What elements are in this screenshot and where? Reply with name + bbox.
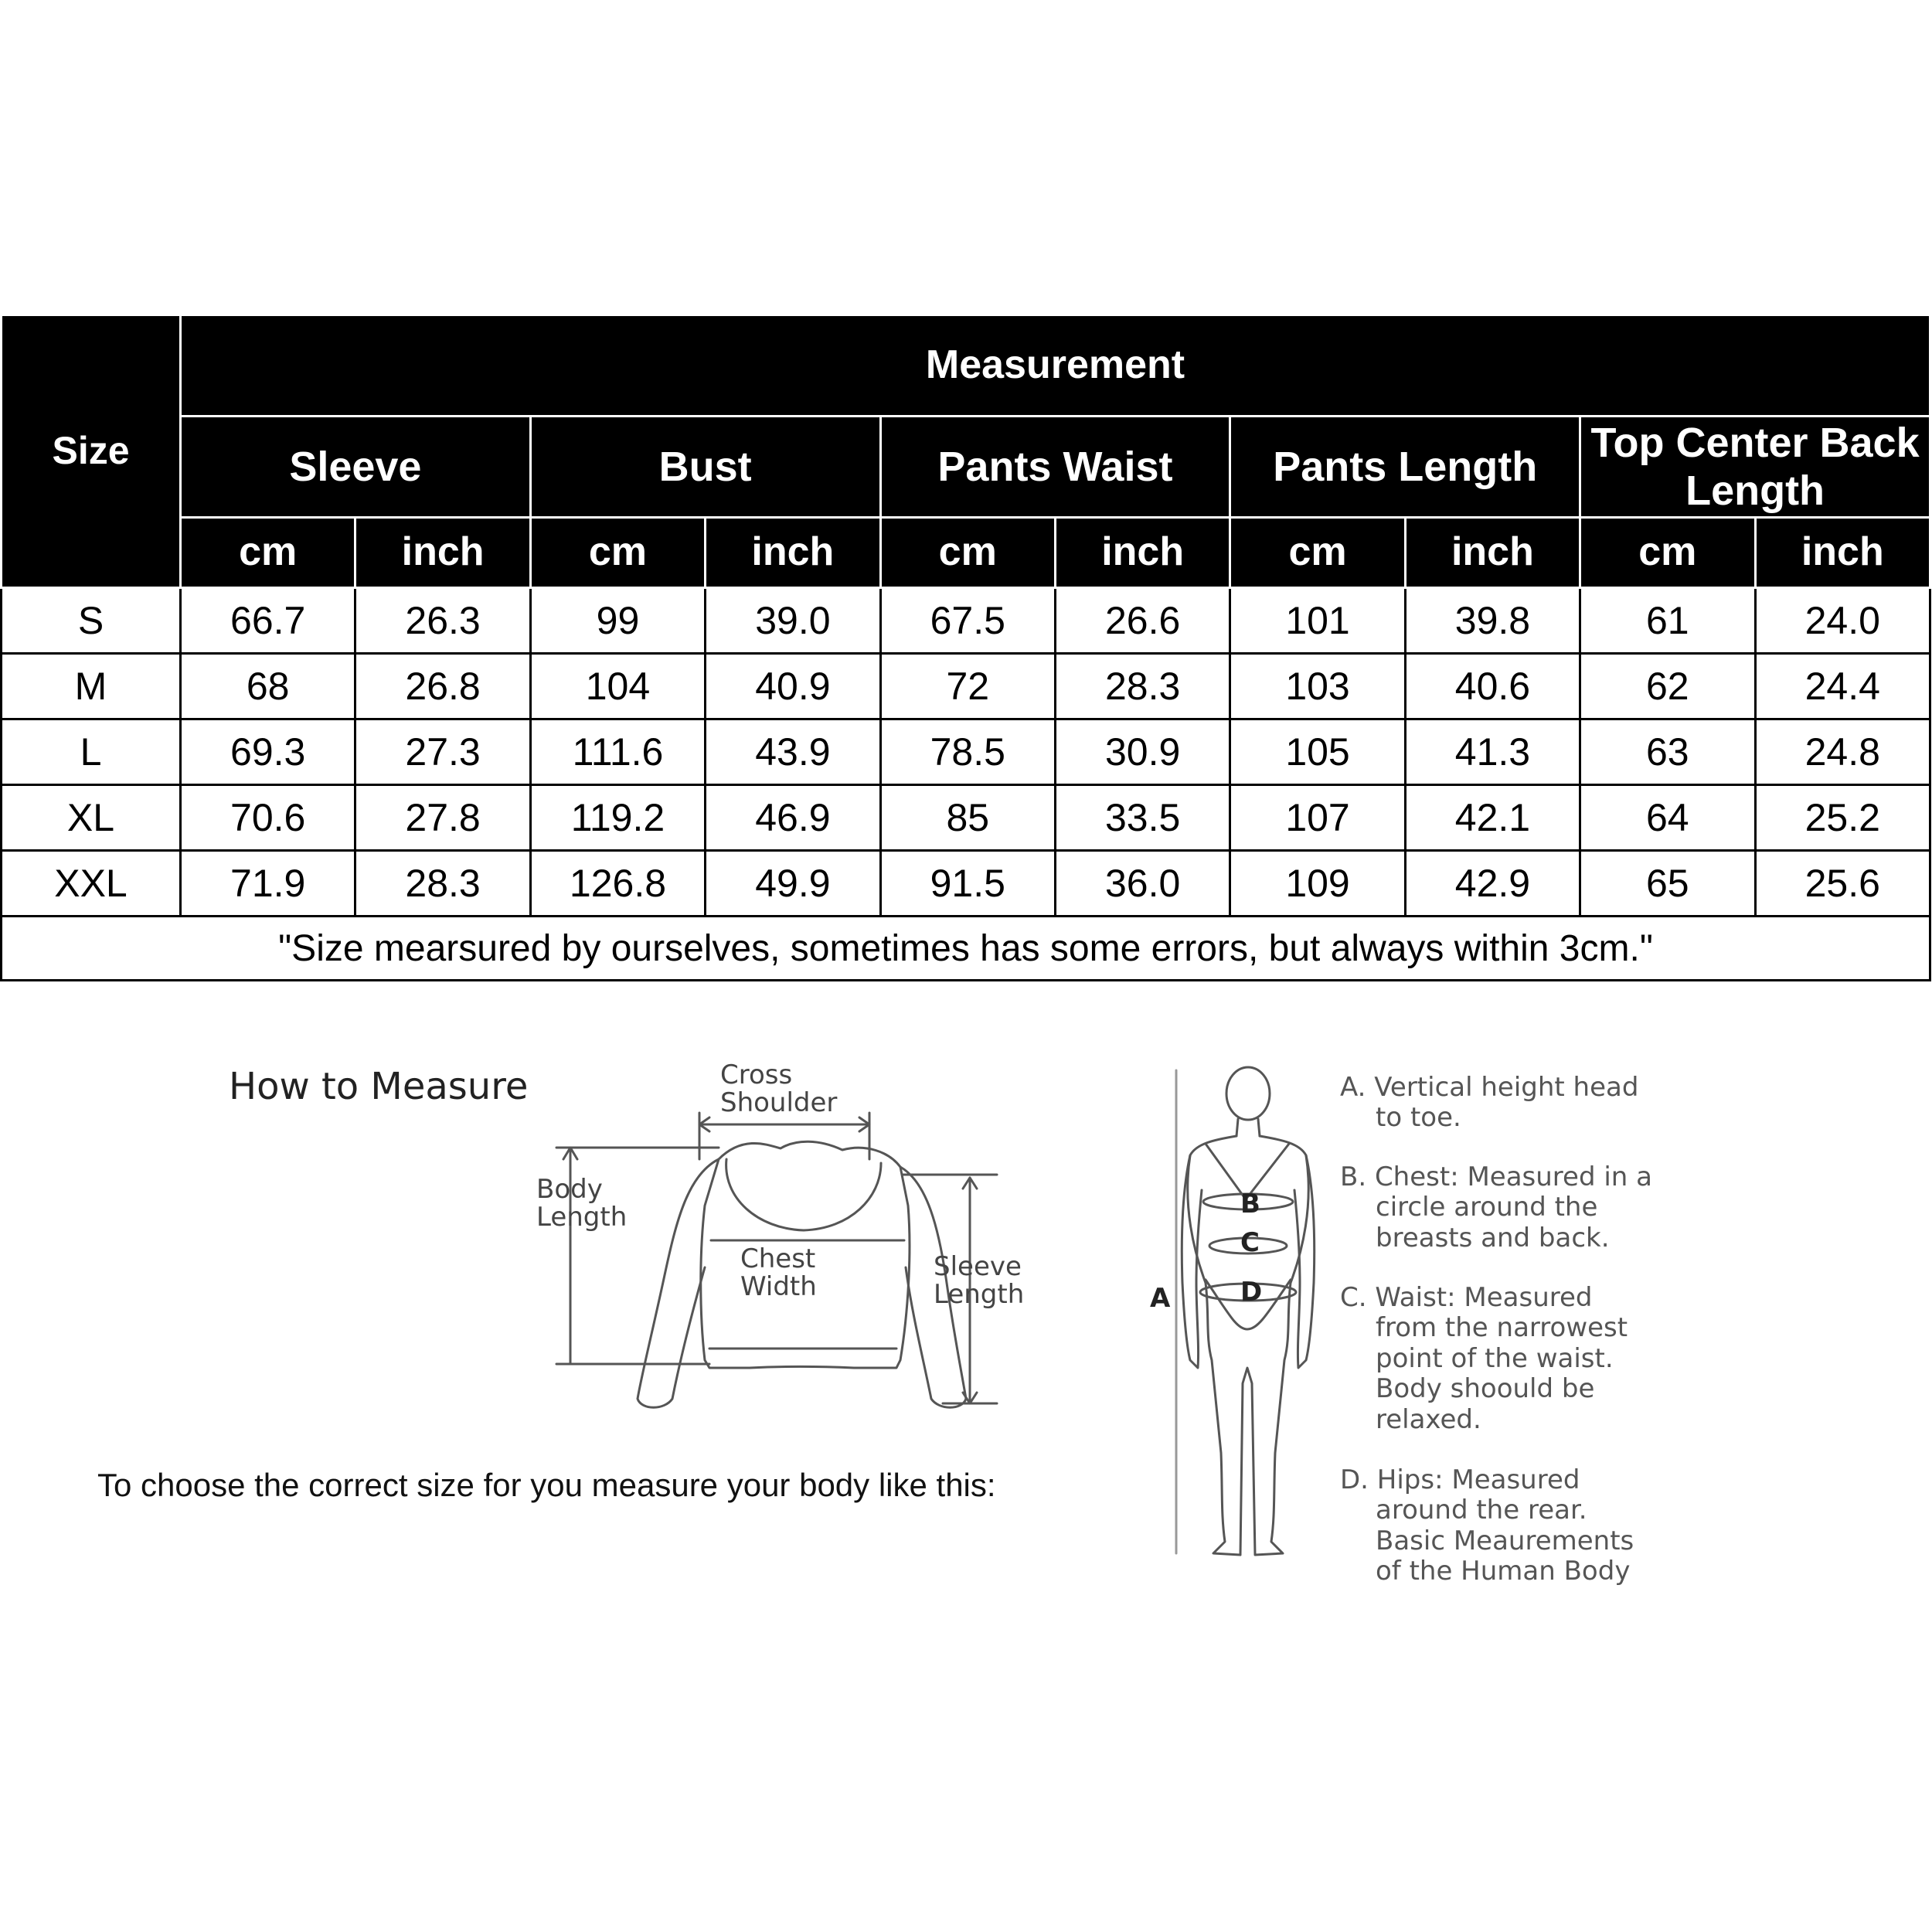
guide-line: C. Waist: Measured [1340,1282,1593,1313]
measurement-cell: 105 [1230,719,1405,785]
letter-a-marker: A [1150,1283,1171,1314]
figure-neck [1236,1119,1260,1136]
group-header-top-center-back-length: Top Center Back Length [1580,417,1930,518]
unit-header-inch: inch [1055,518,1230,588]
size-cell: XL [2,785,181,851]
guide-line: Basic Meaurements [1376,1525,1634,1556]
guide-item-hips [1340,1465,1680,1587]
measurement-cell: 91.5 [880,851,1055,917]
measurement-cell: 61 [1580,588,1755,654]
measurement-cell: 26.8 [355,654,530,719]
measurement-cell: 104 [530,654,705,719]
measurement-cell: 25.2 [1755,785,1930,851]
chest-width-label-line: Chest [740,1243,816,1274]
measurement-cell: 30.9 [1055,719,1230,785]
measurement-cell: 46.9 [706,785,880,851]
measurement-cell: 64 [1580,785,1755,851]
guide-item-height [1340,1073,1680,1134]
group-header-pants-length: Pants Length [1230,417,1580,518]
cross-shoulder-label [720,1062,837,1117]
measurement-cell: 33.5 [1055,785,1230,851]
size-cell: S [2,588,181,654]
measurement-cell: 28.3 [1055,654,1230,719]
measurement-cell: 111.6 [530,719,705,785]
guide-line: of the Human Body [1376,1556,1631,1587]
size-cell: XXL [2,851,181,917]
size-header: Size [2,315,181,588]
how-to-measure-title: How to Measure [229,1065,529,1108]
measurement-cell: 68 [181,654,355,719]
size-note: "Size mearsured by ourselves, sometimes has some errors, but always within 3cm." [2,917,1930,981]
measurement-cell: 78.5 [880,719,1055,785]
measurement-cell: 72 [880,654,1055,719]
measurement-cell: 28.3 [355,851,530,917]
guide-line: relaxed. [1376,1403,1481,1435]
unit-header-inch: inch [1755,518,1930,588]
guide-item-waist [1340,1283,1680,1435]
measurement-cell: 62 [1580,654,1755,719]
measurement-cell: 43.9 [706,719,880,785]
measurement-cell: 26.3 [355,588,530,654]
measurement-cell: 39.0 [706,588,880,654]
guide-line: Body shoould be [1376,1373,1595,1405]
unit-header-inch: inch [355,518,530,588]
measurement-cell: 71.9 [181,851,355,917]
guide-line: A. Vertical height head [1340,1072,1639,1103]
group-header-bust: Bust [530,417,880,518]
guide-line: point of the waist. [1376,1342,1614,1374]
body-length-label-line: Length [536,1201,628,1233]
measurement-cell: 63 [1580,719,1755,785]
unit-header-cm: cm [530,518,705,588]
letter-c-marker: C [1240,1227,1260,1258]
measurement-cell: 24.8 [1755,719,1930,785]
measurement-cell: 36.0 [1055,851,1230,917]
measurement-cell: 109 [1230,851,1405,917]
measurement-cell: 49.9 [706,851,880,917]
cross-shoulder-label-line: Cross [720,1060,793,1090]
group-header-sleeve: Sleeve [181,417,531,518]
sleeve-length-label-line: Length [934,1278,1025,1310]
guide-item-chest [1340,1162,1680,1253]
measurement-cell: 99 [530,588,705,654]
body-length-label [536,1176,627,1231]
unit-header-inch: inch [1405,518,1580,588]
cross-shoulder-label-line: Shoulder [720,1087,838,1118]
measurement-cell: 27.8 [355,785,530,851]
figure-head [1226,1067,1270,1120]
unit-header-cm: cm [1230,518,1405,588]
measurement-cell: 126.8 [530,851,705,917]
unit-header-cm: cm [880,518,1055,588]
measurement-cell: 67.5 [880,588,1055,654]
measurement-cell: 66.7 [181,588,355,654]
guide-line: around the rear. [1376,1495,1587,1526]
measurement-cell: 65 [1580,851,1755,917]
unit-header-cm: cm [181,518,355,588]
measurement-cell: 25.6 [1755,851,1930,917]
size-cell: M [2,654,181,719]
guide-line: breasts and back. [1376,1222,1610,1253]
measurement-header: Measurement [181,315,1930,417]
size-cell: L [2,719,181,785]
measurement-cell: 85 [880,785,1055,851]
sleeve-length-label [934,1253,1024,1308]
measurement-cell: 42.9 [1405,851,1580,917]
measurement-cell: 70.6 [181,785,355,851]
measurement-cell: 40.6 [1405,654,1580,719]
measurement-cell: 103 [1230,654,1405,719]
guide-line: to toe. [1376,1102,1461,1134]
measurement-cell: 42.1 [1405,785,1580,851]
group-header-pants-waist: Pants Waist [880,417,1230,518]
guide-line: B. Chest: Measured in a [1340,1162,1652,1192]
measurement-cell: 26.6 [1055,588,1230,654]
measurement-cell: 24.0 [1755,588,1930,654]
letter-d-marker: D [1240,1277,1263,1308]
guide-line: from the narrowest [1376,1312,1628,1344]
measurement-cell: 27.3 [355,719,530,785]
guide-line: circle around the [1376,1192,1598,1223]
chest-width-label [740,1243,817,1302]
sleeve-length-label-line: Sleeve [934,1251,1022,1282]
measurement-cell: 40.9 [706,654,880,719]
sweater-neckline [726,1159,881,1230]
chest-width-label-line: Width [740,1270,817,1302]
guide-line: D. Hips: Measured [1340,1464,1580,1495]
measurement-cell: 101 [1230,588,1405,654]
measurement-cell: 39.8 [1405,588,1580,654]
body-length-label-line: Body [536,1174,603,1205]
letter-b-marker: B [1240,1189,1260,1219]
measurement-cell: 107 [1230,785,1405,851]
measurement-cell: 24.4 [1755,654,1930,719]
measurement-cell: 41.3 [1405,719,1580,785]
measurement-cell: 119.2 [530,785,705,851]
unit-header-cm: cm [1580,518,1755,588]
measurement-cell: 69.3 [181,719,355,785]
unit-header-inch: inch [706,518,880,588]
choose-size-instruction: To choose the correct size for you measure your body like this: [97,1467,996,1503]
